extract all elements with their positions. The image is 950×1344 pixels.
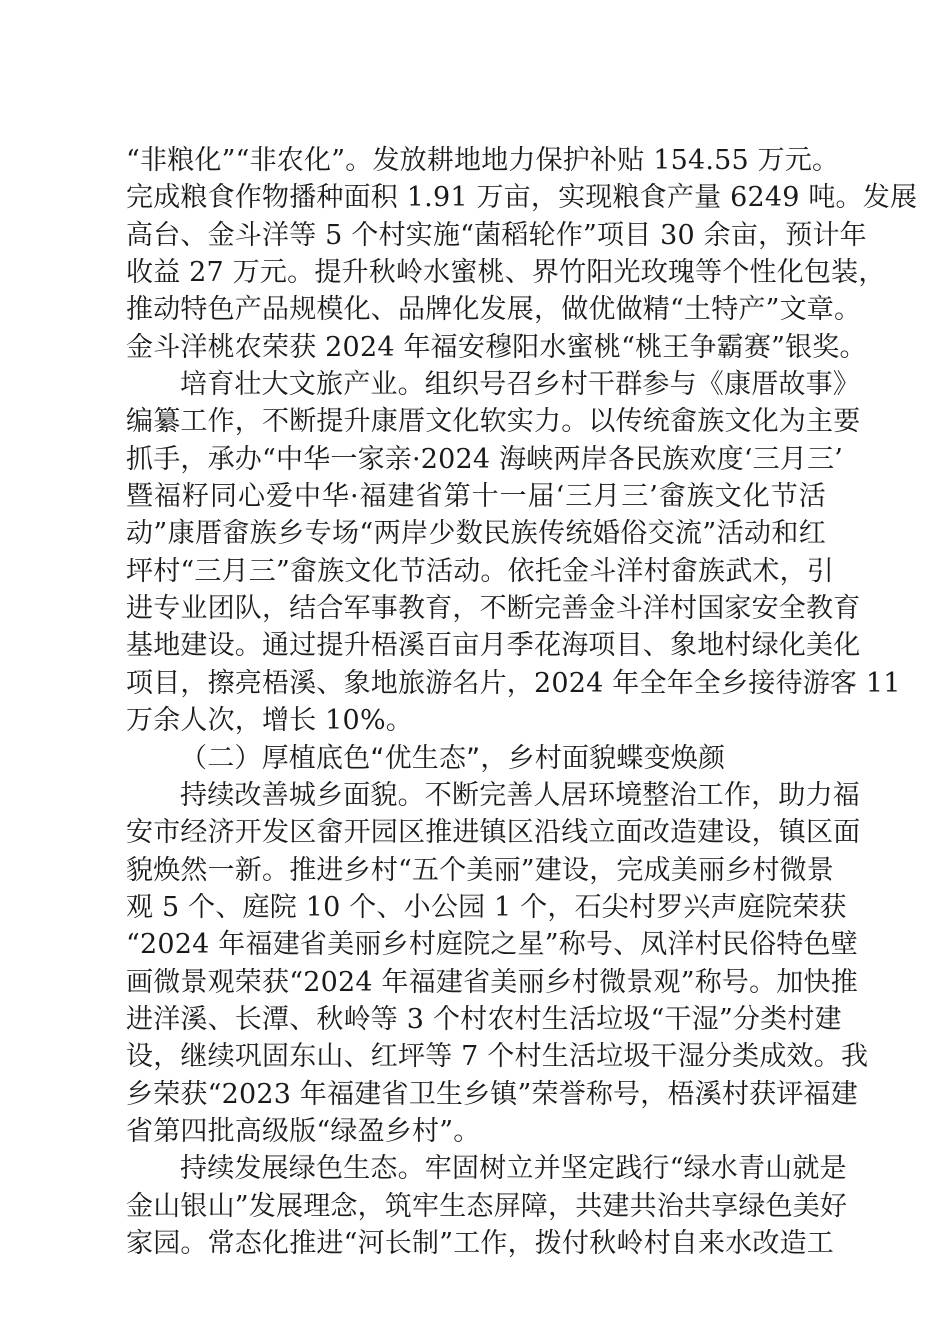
text-line: 家园。常态化推进“河长制”工作，拨付秋岭村自来水改造工 [126,1227,835,1259]
text-line: “2024 年福建省美丽乡村庭院之星”称号、凤洋村民俗特色壁 [126,929,858,961]
paragraph-culture-tourism [126,366,901,739]
text-line: 推动特色产品规模化、品牌化发展，做优做精“土特产”文章。 [126,294,862,326]
text-line: 完成粮食作物播种面积 1.91 万亩，实现粮食产量 6249 吨。发展 [126,182,918,214]
text-line: 持续发展绿色生态。牢固树立并坚定践行“绿水青山就是 [180,1153,847,1185]
text-line: 动”康厝畲族乡专场“两岸少数民族传统婚俗交流”活动和红 [126,518,826,550]
text-line: 省第四批高级版“绿盈乡村”。 [126,1115,481,1147]
text-line: 坪村“三月三”畲族文化节活动。依托金斗洋村畲族武术，引 [126,555,835,587]
text-line: 抓手，承办“中华一家亲·2024 海峡两岸各民族欢度‘三月三’ [126,443,844,475]
section-heading [126,740,826,777]
text-line: 貌焕然一新。推进乡村“五个美丽”建设，完成美丽乡村微景 [126,854,835,886]
text-line: 暨福籽同心爱中华·福建省第十一届‘三月三’畲族文化节活 [126,481,826,513]
text-line: 金斗洋桃农荣获 2024 年福安穆阳水蜜桃“桃王争霸赛”银奖。 [126,331,867,363]
text-line: 乡荣获“2023 年福建省卫生乡镇”荣誉称号，梧溪村获评福建 [126,1078,858,1110]
heading-text: （二）厚植底色“优生态”，乡村面貌蝶变焕颜 [180,742,726,774]
text-line: 持续改善城乡面貌。不断完善人居环境整治工作，助力福 [180,779,860,811]
paragraph-green-ecology [126,1150,848,1262]
text-line: 安市经济开发区畲开园区推进镇区沿线立面改造建设，镇区面 [126,817,861,849]
document-page [126,142,918,1262]
paragraph-grain-production [126,142,918,366]
text-line: 培育壮大文旅产业。组织号召乡村干群参与《康厝故事》 [180,369,860,401]
text-line: 观 5 个、庭院 10 个、小公园 1 个，石尖村罗兴声庭院荣获 [126,891,847,923]
text-line: 编纂工作，不断提升康厝文化软实力。以传统畲族文化为主要 [126,406,861,438]
text-line: 进专业团队，结合军事教育，不断完善金斗洋村国家安全教育 [126,593,861,625]
text-line: 收益 27 万元。提升秋岭水蜜桃、界竹阳光玫瑰等个性化包装， [126,257,886,289]
text-line: 金山银山”发展理念，筑牢生态屏障，共建共治共享绿色美好 [126,1190,848,1222]
text-line: 项目，擦亮梧溪、象地旅游名片，2024 年全年全乡接待游客 11 [126,667,901,699]
text-line: 万余人次，增长 10%。 [126,705,413,737]
text-line: “非粮化”“非农化”。发放耕地地力保护补贴 154.55 万元。 [126,145,840,176]
text-line: 基地建设。通过提升梧溪百亩月季花海项目、象地村绿化美化 [126,630,861,662]
text-line: 画微景观荣获“2024 年福建省美丽乡村微景观”称号。加快推 [126,966,858,998]
paragraph-urban-rural [126,777,869,1150]
text-line: 进洋溪、长潭、秋岭等 3 个村农村生活垃圾“干湿”分类村建 [126,1003,842,1035]
text-line: 设，继续巩固东山、红坪等 7 个村生活垃圾干湿分类成效。我 [126,1041,869,1073]
text-line: 高台、金斗洋等 5 个村实施“菌稻轮作”项目 30 余亩，预计年 [126,219,867,251]
